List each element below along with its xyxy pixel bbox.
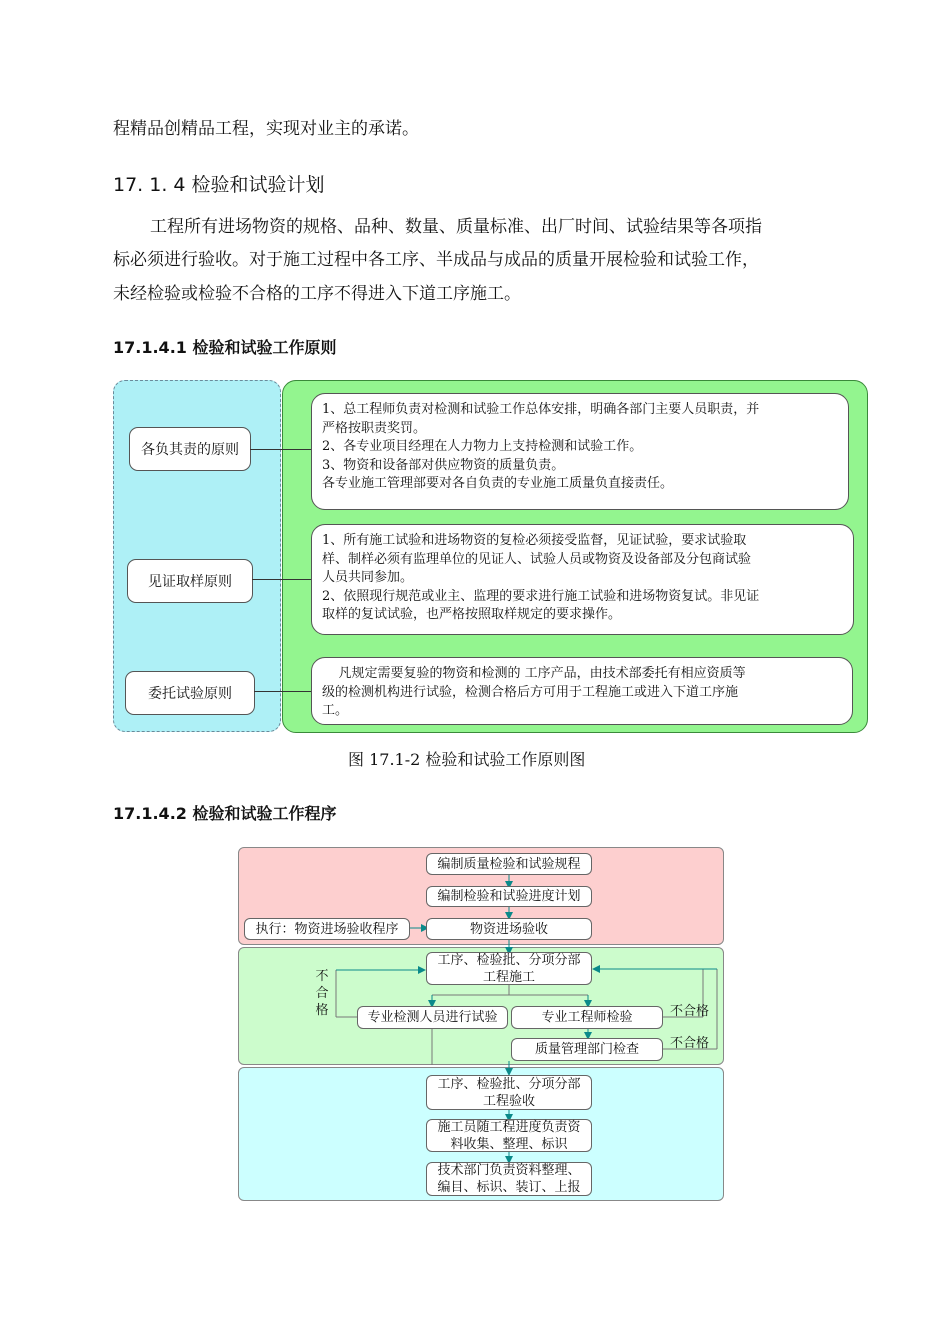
flow-step-qa-check: 质量管理部门检查 [511, 1038, 663, 1061]
section-heading: 17. 1. 4 检验和试验计划 [113, 174, 325, 196]
flow-step-work-acceptance [426, 1075, 592, 1110]
flow-step-specialist-testing: 专业检测人员进行试验 [357, 1006, 508, 1029]
flow-step-work-acceptance-line2: 工程验收 [482, 1093, 535, 1109]
description-line: 样、制样必须有监理单位的见证人、试验人员或物资及设备部及分包商试验 [322, 551, 752, 567]
subsection-heading-principles: 17.1.4.1 检验和试验工作原则 [113, 338, 337, 357]
description-line: 2、各专业项目经理在人力物力上支持检测和试验工作。 [322, 439, 643, 454]
flow-step-material-acceptance: 物资进场验收 [426, 918, 592, 940]
flow-step-compile-schedule: 编制检验和试验进度计划 [426, 886, 592, 907]
flow-step-construction-line1: 工序、检验批、分项分部 [437, 952, 581, 968]
fail-label-engineer: 不合格 [670, 1004, 710, 1019]
description-line: 各专业施工管理部要对各自负责的专业施工质量负直接责任。 [322, 476, 674, 491]
description-line: 1、总工程师负责对检测和试验工作总体安排，明确各部门主要人员职责，并 [322, 402, 760, 417]
intro-line: 程精品创精品工程，实现对业主的承诺。 [113, 119, 419, 139]
description-line: 1、所有施工试验和进场物资的复检必须接受监督，见证试验，要求试验取 [322, 533, 747, 548]
principle-label-responsibility: 各负其责的原则 [129, 427, 251, 471]
flow-step-data-collection-line2: 料收集、整理、标识 [450, 1136, 568, 1152]
flow-step-construction-line2: 工程施工 [482, 969, 535, 985]
subsection-heading-procedure: 17.1.4.2 检验和试验工作程序 [113, 804, 337, 823]
description-line: 凡规定需要复验的物资和检测的 工序产品，由技术部委托有相应资质等 [322, 666, 746, 681]
flow-step-work-acceptance-line1: 工序、检验批、分项分部 [437, 1076, 581, 1092]
flow-step-data-archiving-line2: 编目、标识、装订、上报 [437, 1180, 581, 1195]
flow-step-construction [426, 952, 592, 985]
fail-char: 格 [315, 1003, 329, 1018]
figure-caption: 图 17.1-2 检验和试验工作原则图 [348, 750, 586, 769]
flow-step-data-archiving [426, 1162, 592, 1196]
principle-label-witness-sampling: 见证取样原则 [127, 559, 253, 603]
principle-label-entrusted-testing: 委托试验原则 [125, 671, 255, 715]
flow-side-step-material-procedure: 执行：物资进场验收程序 [244, 918, 410, 940]
fail-label-qa: 不合格 [670, 1036, 710, 1051]
fail-char: 不 [315, 969, 329, 984]
fail-label-vertical [314, 968, 330, 1019]
flow-step-data-collection-line1: 施工员随工程进度负责资 [437, 1119, 581, 1135]
flow-step-data-collection [426, 1119, 592, 1152]
description-line: 人员共同参加。 [322, 570, 414, 585]
fail-char: 合 [315, 986, 329, 1001]
description-line: 工。 [322, 703, 349, 718]
flow-step-data-archiving-line1: 技术部门负责资料整理、 [437, 1163, 581, 1178]
paragraph-line-2: 标必须进行验收。对于施工过程中各工序、半成品与成品的质量开展检验和试验工作， [113, 250, 759, 270]
description-line: 2、依照现行规范或业主、监理的要求进行施工试验和进场物资复试。非见证 [322, 588, 760, 604]
paragraph-line-1: 工程所有进场物资的规格、品种、数量、质量标准、出厂时间、试验结果等各项指 [150, 217, 762, 237]
description-line: 级的检测机构进行试验，检测合格后方可用于工程施工或进入下道工序施 [322, 684, 739, 700]
description-line: 3、物资和设备部对供应物资的质量负责。 [322, 457, 565, 473]
paragraph-line-3: 未经检验或检验不合格的工序不得进入下道工序施工。 [113, 284, 521, 304]
flow-step-engineer-inspection: 专业工程师检验 [511, 1006, 663, 1029]
flow-step-compile-regulations: 编制质量检验和试验规程 [426, 853, 592, 875]
description-line: 取样的复试试验，也严格按照取样规定的要求操作。 [322, 607, 622, 622]
description-line: 严格按职责奖罚。 [322, 420, 427, 436]
